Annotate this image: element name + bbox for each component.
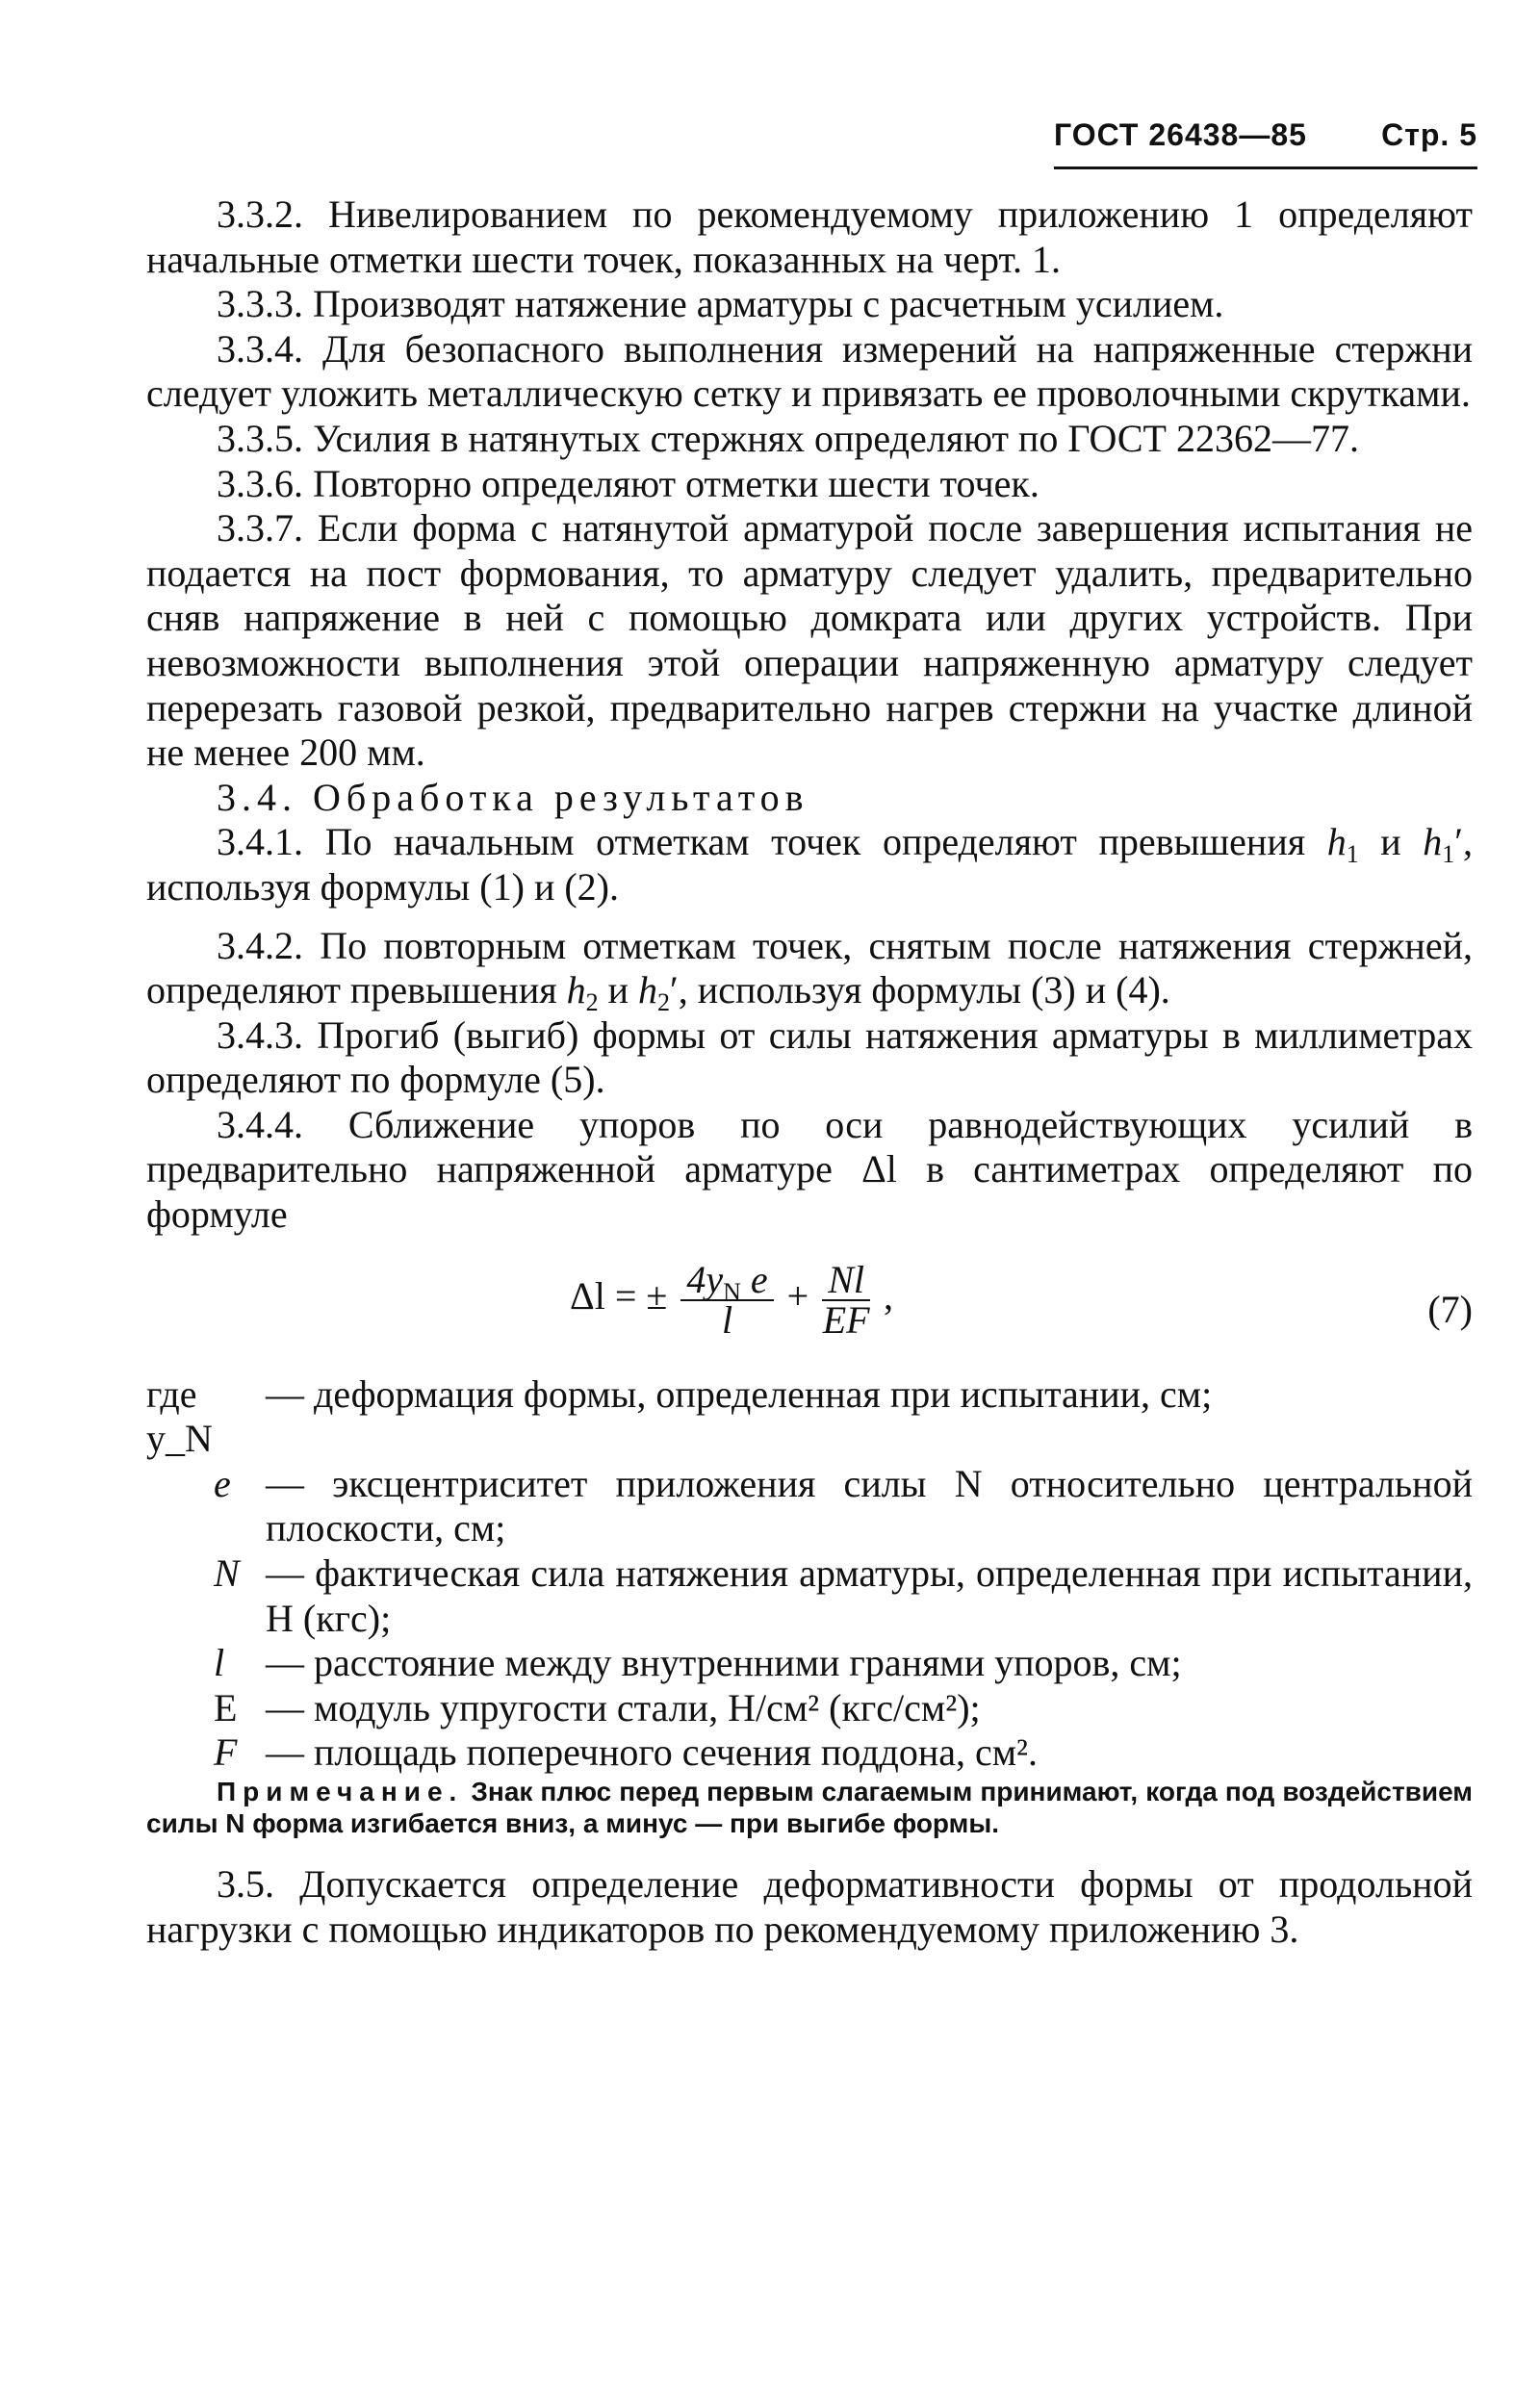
definition-text: — деформация формы, определенная при испытании, см; xyxy=(266,1371,1213,1416)
numerator-2-text: Nl xyxy=(828,1257,865,1301)
note-text: Знак плюс перед первым слагаемым принимают, когда под воздействием силы N форма изгибается вниз, а минус — при выгибе формы. xyxy=(146,1777,1473,1838)
section-heading-3-4: 3.4. Обработка результатов xyxy=(217,775,809,819)
definition-symbol: l xyxy=(214,1641,225,1685)
definition-symbol: N xyxy=(214,1551,240,1596)
paragraph-3-4-1: 3.4.1. По начальным отметкам точек определяют превышения $h_1$ и $h_1'$, используя формулы (1) и (2). xyxy=(146,820,1474,909)
formula-expression xyxy=(570,1257,894,1342)
paragraph-3-4-1-tail: , используя формулы (1) и (2). xyxy=(146,820,1474,909)
definition-text: — расстояние между внутренними гранями упоров, см; xyxy=(266,1641,1182,1685)
paragraph-3-5: 3.5. Допускается определение деформативности формы от продольной нагрузки с помощью индикаторов по рекомендуемому приложению 3. xyxy=(146,1862,1473,1951)
formula-lhs: Δl = ± xyxy=(570,1273,668,1318)
fraction-2-denominator xyxy=(822,1297,870,1342)
equation-number: (7) xyxy=(1427,1287,1473,1331)
definition-row xyxy=(146,1372,1473,1462)
definition-text: — модуль упругости стали, Н/см² (кгс/см²); xyxy=(266,1685,981,1729)
formula-plus: + xyxy=(786,1273,809,1318)
paragraph-3-4-2-text: 3.4.2. По повторным отметкам точек, снятым после натяжения стержней, определяют превышения xyxy=(146,923,1473,1012)
numerator-1-subscript: N xyxy=(723,1277,741,1306)
standard-number: ГОСТ 26438—85 xyxy=(1054,117,1307,152)
definition-row xyxy=(146,1462,1473,1551)
paragraph-3-3-6: 3.3.6. Повторно определяют отметки шести точек. xyxy=(217,461,1040,505)
definition-row xyxy=(146,1641,1473,1686)
denominator-1-text: l xyxy=(721,1297,733,1342)
paragraph-3-4-3: 3.4.3. Прогиб (выгиб) формы от силы натяжения арматуры в миллиметрах определяют по формуле (5). xyxy=(146,1012,1473,1102)
definition-text: — фактическая сила натяжения арматуры, определенная при испытании, Н (кгс); xyxy=(266,1551,1473,1640)
paragraph-3-4-1-text: 3.4.1. По начальным отметкам точек определяют превышения xyxy=(217,820,1306,864)
formula-7 xyxy=(146,1245,1473,1372)
formula-fraction-2 xyxy=(822,1257,870,1342)
definition-text: — площадь поперечного сечения поддона, см². xyxy=(266,1730,1039,1775)
definition-symbol: e xyxy=(214,1461,231,1505)
fraction-1-numerator xyxy=(680,1257,773,1306)
definition-symbol: F xyxy=(214,1730,238,1775)
paragraph-3-3-4: 3.3.4. Для безопасного выполнения измерений на напряженные стержни следует уложить металлическую сетку и привязать ее проволочными скрутками. xyxy=(146,326,1473,416)
note-label: Примечание. xyxy=(217,1777,464,1806)
paragraph-3-4-2-tail: , используя формулы (3) и (4). xyxy=(678,968,1170,1012)
paragraph-3-4-4: 3.4.4. Сближение упоров по оси равнодействующих усилий в предварительно напряженной арматуре Δl в сантиметрах определяют по формуле xyxy=(146,1102,1473,1237)
paragraph-3-3-5: 3.3.5. Усилия в натянутых стержнях определяют по ГОСТ 22362—77. xyxy=(217,416,1359,460)
document-body xyxy=(146,192,1473,1952)
definition-text: — эксцентриситет приложения силы N относительно центральной плоскости, см; xyxy=(266,1461,1473,1550)
definition-row xyxy=(146,1730,1473,1776)
paragraph-3-3-3: 3.3.3. Производят натяжение арматуры с расчетным усилием. xyxy=(217,282,1224,326)
paragraph-3-3-2: 3.3.2. Нивелированием по рекомендуемому приложению 1 определяют начальные отметки шести точек, показанных на черт. 1. xyxy=(146,192,1473,281)
header-rule xyxy=(1054,166,1477,169)
note xyxy=(146,1776,1473,1839)
formula-comma: , xyxy=(884,1273,894,1318)
fraction-2-numerator xyxy=(822,1257,870,1301)
definition-symbol: где y_N xyxy=(146,1371,213,1461)
definition-row xyxy=(146,1551,1473,1641)
numerator-1-main: 4y xyxy=(686,1257,724,1301)
paragraph-3-4-2: 3.4.2. По повторным отметкам точек, снятым после натяжения стержней, определяют превышения $h_2$ и $h_2'$, используя формулы (3) и (4). xyxy=(146,923,1473,1017)
denominator-2-text: EF xyxy=(822,1297,870,1342)
formula-fraction-1 xyxy=(680,1257,773,1342)
definitions-list xyxy=(146,1372,1473,1776)
page-number: Стр. 5 xyxy=(1381,117,1477,152)
definition-symbol: E xyxy=(214,1685,238,1729)
numerator-1-tail: e xyxy=(740,1257,768,1301)
fraction-1-denominator xyxy=(680,1297,773,1342)
definition-row xyxy=(146,1686,1473,1731)
paragraph-3-3-7: 3.3.7. Если форма с натянутой арматурой после завершения испытания не подается на пост формования, то арматуру следует удалить, предварительно сняв напряжение в ней с помощью домкрата или других устройств. При невозможности выполнения этой операции напряженную арматуру следует перерезать газовой резкой, предварительно нагрев стержни на участке длиной не менее 200 мм. xyxy=(146,506,1473,775)
